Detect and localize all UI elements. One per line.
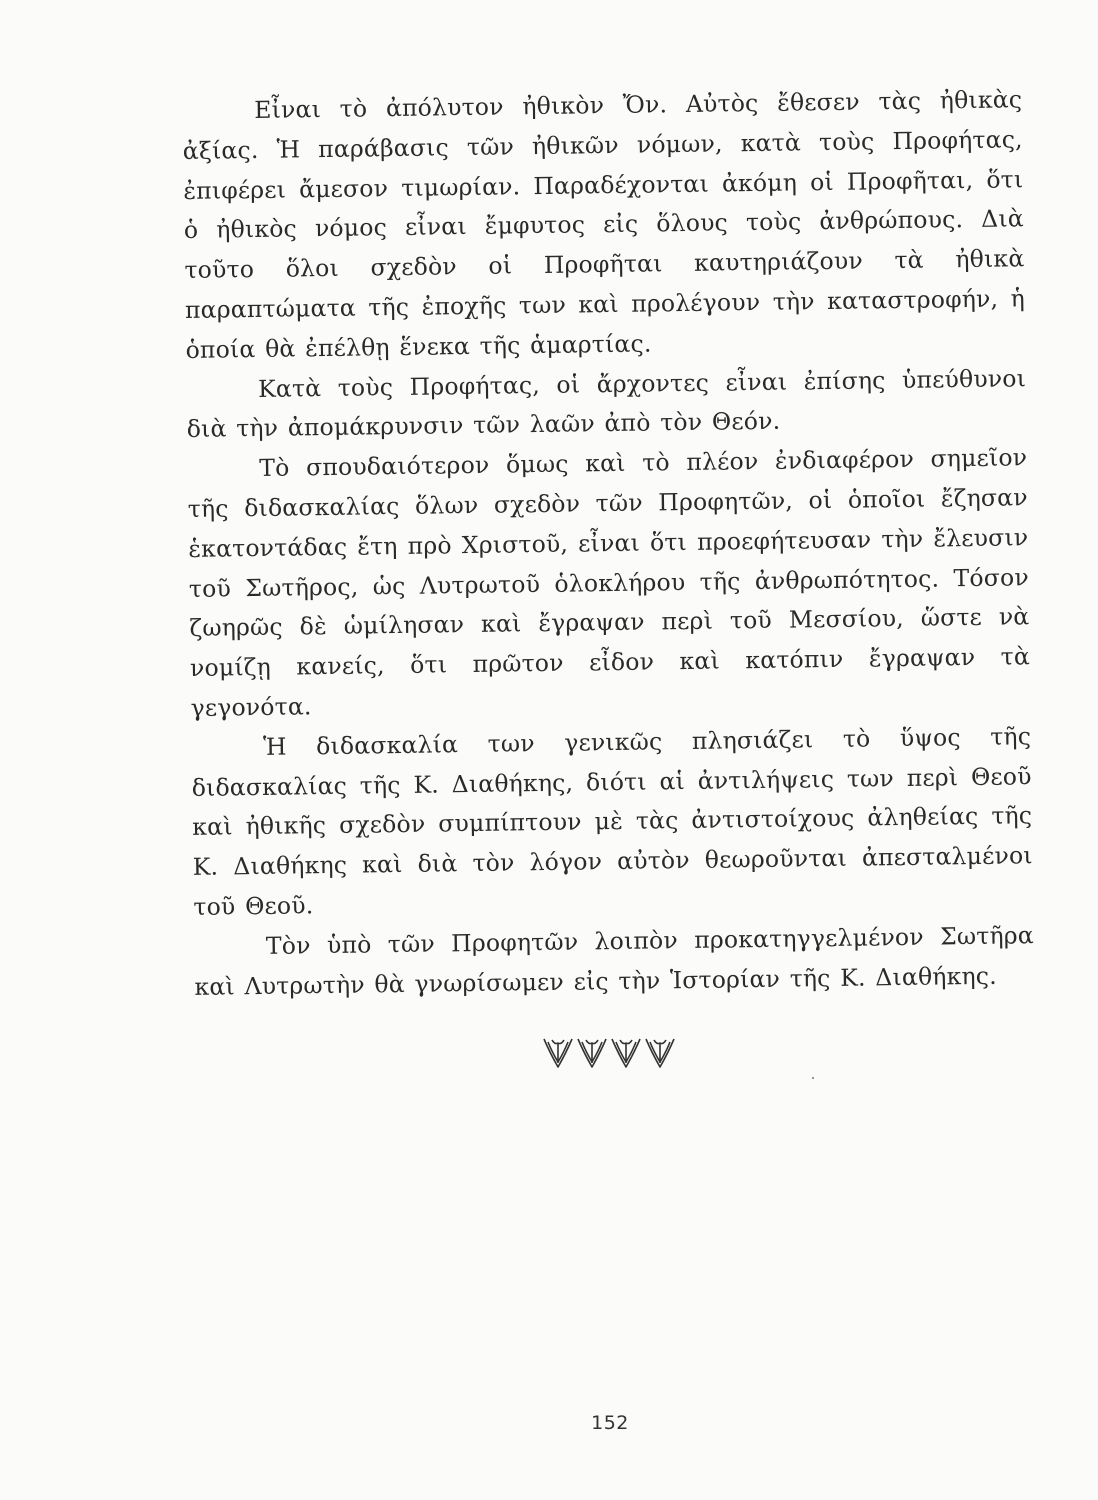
paragraph-1: [182, 80, 1026, 370]
paragraph-5: [194, 916, 1035, 1007]
body-text: [182, 80, 1035, 1007]
paragraph-2-text: Κατὰ τοὺς Προφήτας, οἱ ἄρχοντες εἶναι ἐπίσης ὑπεύθυνοι διὰ τὴν ἀπομάκρυνσιν τῶν λαῶν ἀπὸ τὸν Θεόν.: [186, 363, 1027, 444]
paragraph-4-text: Ἡ διδασκαλία των γενικῶς πλησιάζει τὸ ὕψος τῆς διδασκαλίας τῆς Κ. Διαθήκης, διότι αἱ ἀντιλήψεις των περὶ Θεοῦ καὶ ἠθικῆς σχεδὸν συμπίπτουν μὲ τὰς ἀντιστοίχους ἀληθείας τῆς Κ. Διαθήκης καὶ διὰ τὸν λόγον αὐτὸν θεωροῦνται ἀπεσταλμένοι τοῦ Θεοῦ.: [191, 721, 1033, 921]
paragraph-4: [191, 717, 1034, 928]
paragraph-3-text: Τὸ σπουδαιότερον ὅμως καὶ τὸ πλέον ἐνδιαφέρον σημεῖον τῆς διδασκαλίας ὅλων σχεδὸν τῶν Προφητῶν, οἱ ὁποῖοι ἔζησαν ἑκατοντάδας ἔτη πρὸ Χριστοῦ, εἶναι ὅτι προεφήτευσαν τὴν ἔλευσιν τοῦ Σωτῆρος, ὡς Λυτρωτοῦ ὁλοκλήρου τῆς ἀνθρωπότητος. Τόσον ζωηρῶς δὲ ὡμίλησαν καὶ ἔγραψαν περὶ τοῦ Μεσσίου, ὥστε νὰ νομίζῃ κανείς, ὅτι πρῶτον εἶδον καὶ κατόπιν ἔγραψαν τὰ γεγονότα.: [187, 443, 1031, 722]
paragraph-1-text: Εἶναι τὸ ἀπόλυτον ἠθικὸν Ὄν. Αὐτὸς ἔθεσεν τὰς ἠθικὰς ἀξίας. Ἡ παράβασις τῶν ἠθικῶν νόμων, κατὰ τοὺς Προφήτας, ἐπιφέρει ἄμεσον τιμωρίαν. Παραδέχονται ἀκόμη οἱ Προφῆται, ὅτι ὁ ἠθικὸς νόμος εἶναι ἔμφυτος εἰς ὅλους τοὺς ἀνθρώπους. Διὰ τοῦτο ὅλοι σχεδὸν οἱ Προφῆται καυτηριάζουν τὰ ἠθικὰ παραπτώματα τῆς ἐποχῆς των καὶ προλέγουν τὴν καταστροφήν, ἡ ὁποία θὰ ἐπέλθῃ ἕνεκα τῆς ἁμαρτίας.: [182, 85, 1026, 364]
paper-speck: [812, 1077, 814, 1079]
paragraph-3: [187, 438, 1031, 728]
paragraph-5-text: Τὸν ὑπὸ τῶν Προφητῶν λοιπὸν προκατηγγελμένον Σωτῆρα καὶ Λυτρωτὴν θὰ γνωρίσωμεν εἰς τὴν Ἱστορίαν τῆς Κ. Διαθήκης.: [194, 920, 1035, 1001]
tulip-ornament-icon: [541, 1035, 681, 1071]
paragraph-2: [186, 359, 1027, 450]
page-number: 152: [591, 1412, 629, 1434]
